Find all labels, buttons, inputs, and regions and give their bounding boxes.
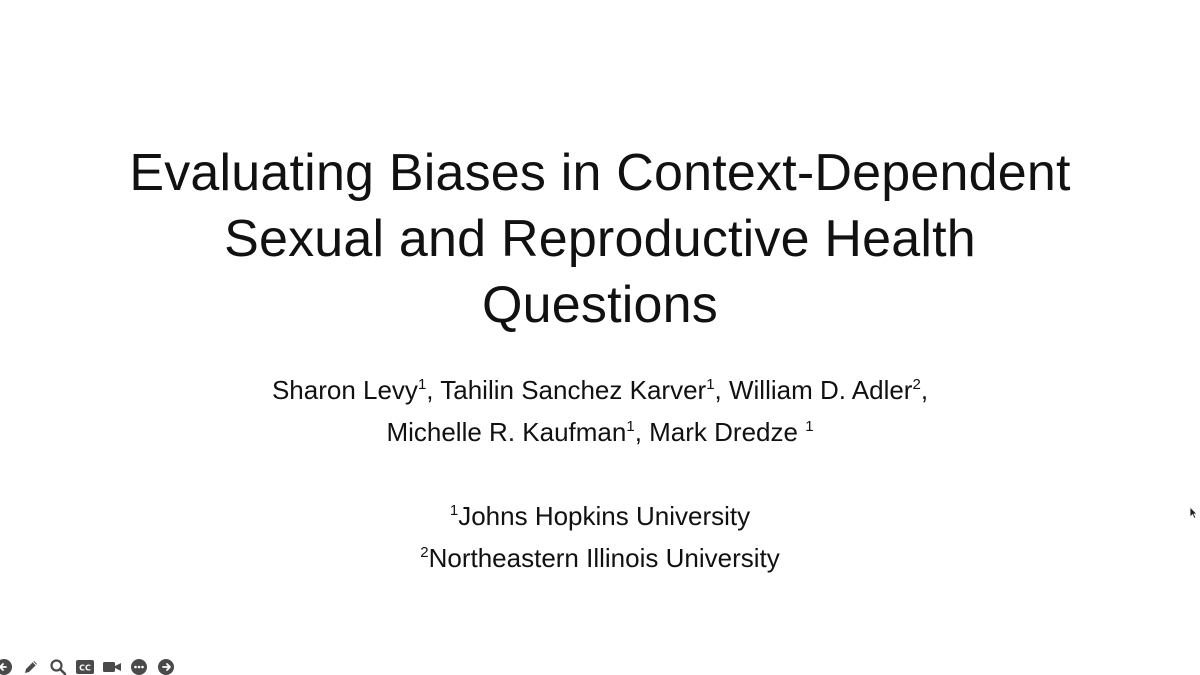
pen-icon[interactable] (21, 658, 41, 675)
author-affiliation-mark: 1 (706, 376, 715, 393)
affiliation (200, 537, 1000, 579)
author-affiliation-mark: 2 (912, 376, 921, 393)
title-line: Evaluating Biases in Context-Dependent (129, 144, 1071, 202)
author-separator: , (714, 375, 729, 405)
author-affiliation-mark: 1 (626, 418, 635, 435)
previous-icon[interactable] (0, 658, 14, 675)
affiliation-mark: 2 (420, 544, 429, 561)
author-affiliation-mark: 1 (805, 418, 814, 435)
video-icon[interactable] (102, 658, 122, 675)
presenter-toolbar (0, 657, 176, 675)
author-affiliation-mark: 1 (417, 376, 427, 393)
more-icon[interactable] (129, 658, 149, 675)
affiliation (200, 495, 1000, 537)
author-line (100, 369, 1100, 411)
author-name: Tahilin Sanchez Karver (440, 375, 707, 405)
author-line (100, 411, 1100, 453)
title-line: Questions (482, 276, 718, 334)
author-list (100, 369, 1100, 453)
affiliation-name: Johns Hopkins University (458, 501, 751, 531)
title-line: Sexual and Reproductive Health (224, 210, 976, 268)
next-icon[interactable] (156, 658, 176, 675)
author-name: Sharon Levy (271, 375, 418, 405)
svg-text:CC: CC (79, 663, 91, 673)
slide-title (60, 140, 1140, 338)
captions-icon[interactable] (75, 658, 95, 675)
author-separator: , (426, 375, 441, 405)
author-name: William D. Adler (728, 375, 913, 405)
author-name: Mark Dredze (649, 417, 806, 447)
affiliation-mark: 1 (449, 502, 459, 519)
affiliation-name: Northeastern Illinois University (428, 543, 780, 573)
author-name: Michelle R. Kaufman (386, 417, 627, 447)
affiliation-list (200, 495, 1000, 579)
author-separator: , (634, 417, 650, 447)
zoom-icon[interactable] (48, 658, 68, 675)
author-separator: , (920, 375, 929, 405)
mouse-pointer-icon (1189, 506, 1198, 524)
